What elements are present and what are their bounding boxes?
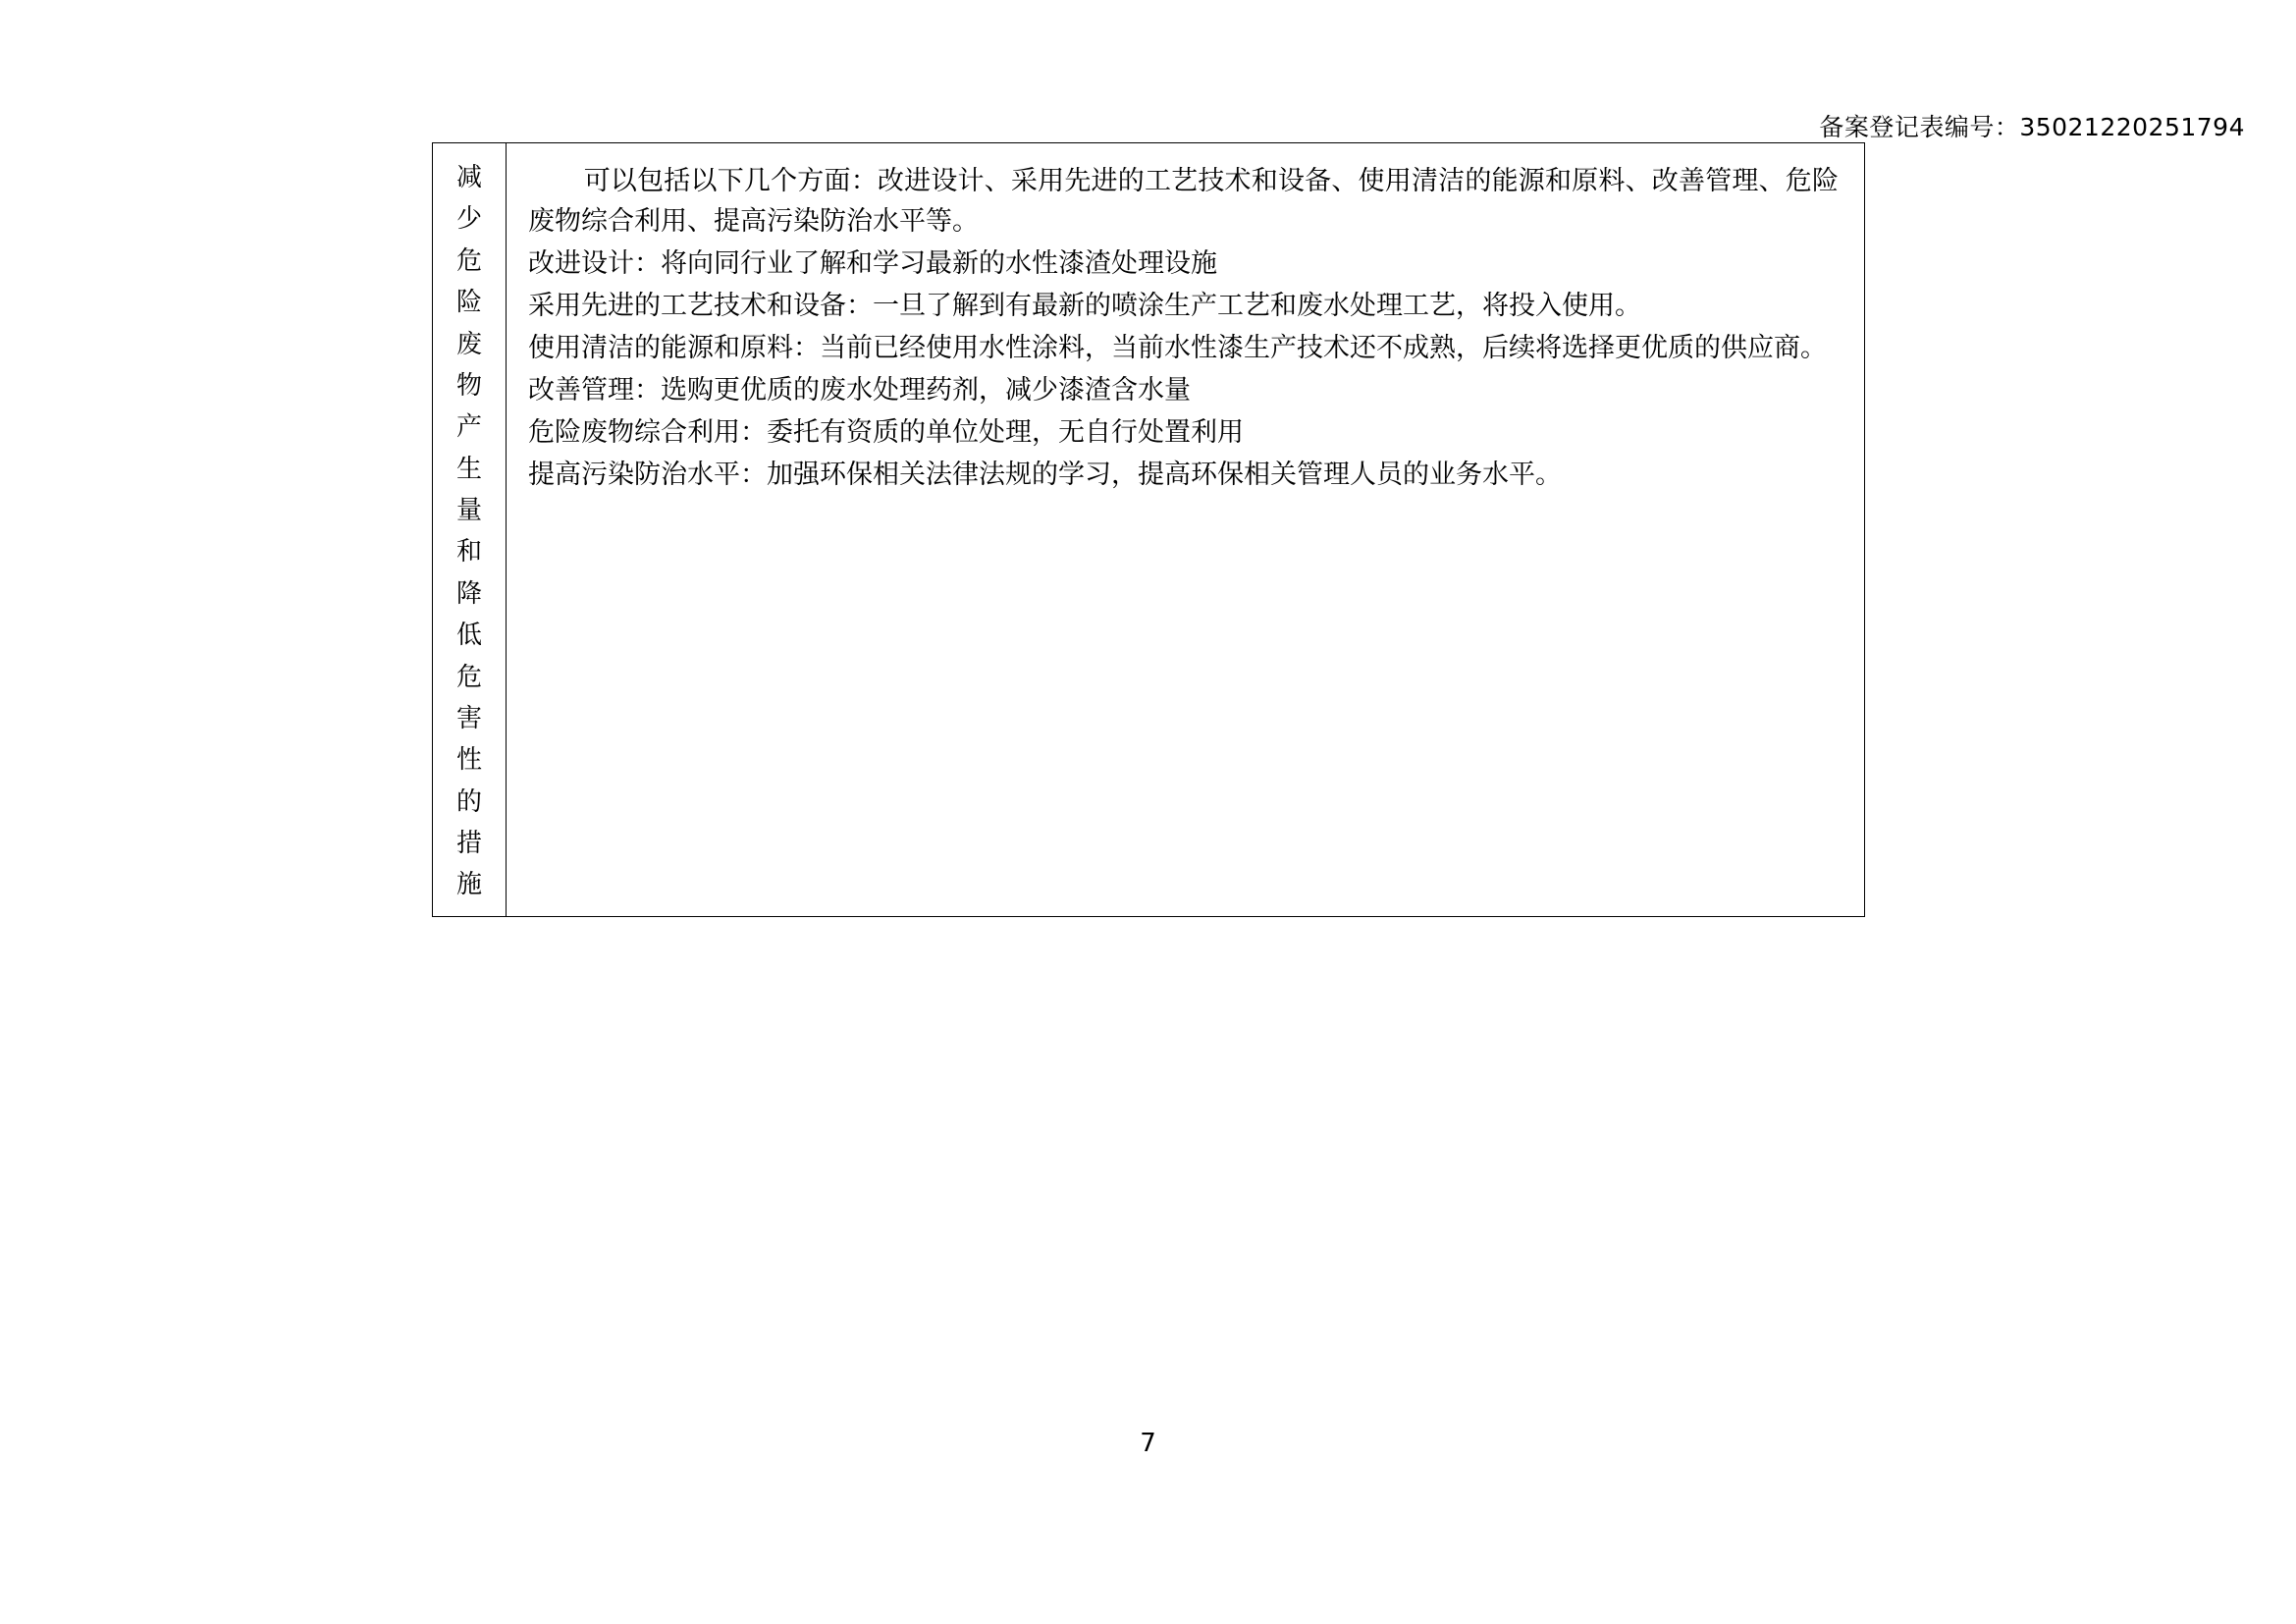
label-char: 量 (455, 496, 482, 525)
label-char: 措 (455, 829, 482, 858)
content-paragraph: 可以包括以下几个方面：改进设计、采用先进的工艺技术和设备、使用清洁的能源和原料、改善管理、危险废物综合利用、提高污染防治水平等。 (528, 166, 1839, 238)
row-content-cell (507, 143, 1865, 917)
label-char: 减 (455, 163, 482, 192)
label-char: 低 (455, 621, 482, 651)
content-paragraph: 使用清洁的能源和原料：当前已经使用水性涂料，当前水性漆生产技术还不成熟，后续将选择更优质的供应商。 (528, 333, 1827, 364)
label-char: 性 (455, 745, 482, 776)
label-char: 少 (455, 204, 482, 235)
row-label-cell (433, 143, 507, 917)
label-char: 废 (455, 329, 482, 359)
label-char: 危 (455, 245, 482, 276)
label-char: 的 (455, 786, 482, 817)
label-char: 产 (455, 412, 482, 443)
label-char: 危 (455, 662, 482, 692)
label-char: 险 (455, 288, 482, 318)
content-paragraph: 改善管理：选购更优质的废水处理药剂，减少漆渣含水量 (528, 375, 1191, 406)
label-char: 施 (455, 870, 482, 900)
measures-table (432, 142, 1865, 917)
content-paragraph: 提高污染防治水平：加强环保相关法律法规的学习，提高环保相关管理人员的业务水平。 (528, 460, 1562, 491)
label-char: 生 (455, 454, 482, 484)
table-row (433, 143, 1865, 917)
content-paragraph: 危险废物综合利用：委托有资质的单位处理，无自行处置利用 (528, 417, 1244, 449)
label-char: 害 (455, 703, 482, 733)
content-paragraph: 采用先进的工艺技术和设备：一旦了解到有最新的喷涂生产工艺和废水处理工艺，将投入使用。 (528, 291, 1641, 322)
label-char: 物 (455, 370, 482, 401)
row-label-vertical-text (433, 157, 506, 906)
registration-number: 备案登记表编号：35021220251794 (1819, 113, 2245, 141)
label-char: 和 (455, 537, 482, 568)
label-char: 降 (455, 578, 482, 609)
page-number: 7 (1140, 1429, 1156, 1458)
content-paragraph: 改进设计：将向同行业了解和学习最新的水性漆渣处理设施 (528, 248, 1217, 280)
